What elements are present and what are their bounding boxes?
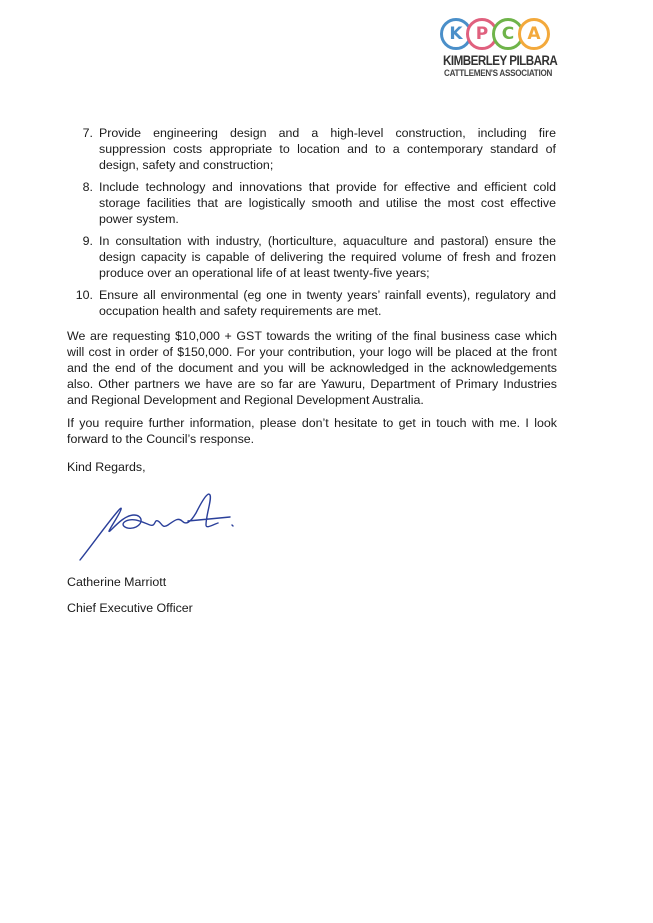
kpca-logo <box>440 17 558 79</box>
list-item-number: 10. <box>75 288 93 302</box>
list-item-text: Include technology and innovations that provide for effective and efficient cold storage facilities that are logistically smooth and utilise the most cost effective power system. <box>99 180 556 226</box>
list-item-number: 8. <box>82 180 93 194</box>
signer-title: Chief Executive Officer <box>67 601 193 615</box>
list-item-text: Provide engineering design and a high-level construction, including fire suppression costs appropriate to location and to a contemporary standard of design, safety and construction; <box>99 126 556 172</box>
signature-stroke <box>80 494 233 560</box>
logo-letter-circles <box>440 17 552 53</box>
logo-letter-p: P <box>466 18 498 50</box>
list-item-text: In consultation with industry, (horticulture, aquaculture and pastoral) ensure the design capacity is capable of delivering the required volume of fresh and frozen produce over an operational life of at least twenty-five years; <box>99 234 556 280</box>
logo-org-subtitle: CATTLEMEN'S ASSOCIATION <box>444 68 553 78</box>
logo-org-name: KIMBERLEY PILBARA <box>443 53 558 68</box>
list-item <box>66 179 556 227</box>
list-item <box>66 287 556 319</box>
numbered-list <box>66 125 556 325</box>
logo-letter-k: K <box>440 18 472 50</box>
list-item-number: 7. <box>82 126 93 140</box>
closing-salutation: Kind Regards, <box>67 460 146 474</box>
followup-paragraph: If you require further information, please don’t hesitate to get in touch with me. I look forward to the Council’s response. <box>67 416 557 446</box>
signer-name: Catherine Marriott <box>67 575 167 589</box>
logo-letter-c: C <box>492 18 524 50</box>
funding-request-paragraph: We are requesting $10,000 + GST towards the writing of the final business case which will cost in order of $150,000. For your contribution, your logo will be placed at the front and the end of the document and you will be acknowledged in the acknowledgements also. Other partners we have are so far are Yawuru, Department of Primary Industries and Regional Development and Regional Development Australia. <box>67 329 557 407</box>
list-item-text: Ensure all environmental (eg one in twenty years’ rainfall events), regulatory and occupation health and safety requirements are met. <box>99 288 556 318</box>
logo-letter-a: A <box>518 18 550 50</box>
list-item <box>66 125 556 173</box>
handwritten-signature <box>70 485 240 565</box>
list-item <box>66 233 556 281</box>
list-item-number: 9. <box>82 234 93 248</box>
